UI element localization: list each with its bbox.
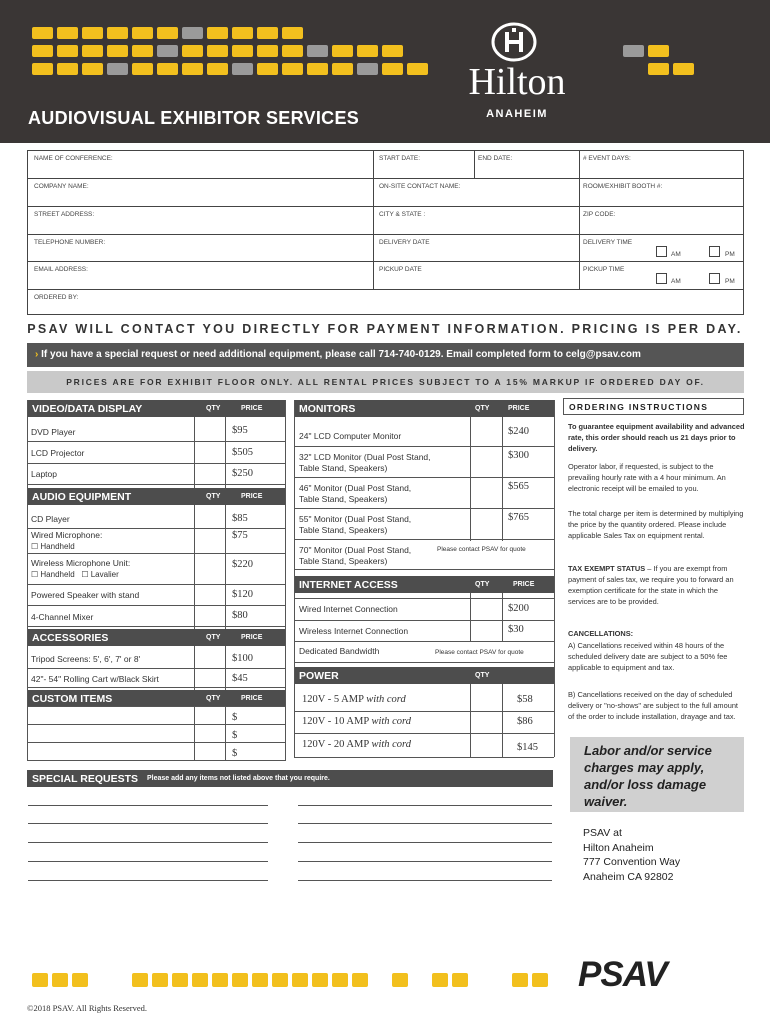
internet-item-wired: Wired Internet Connection [299,604,398,614]
wired-mic-option-label: Handheld [40,542,75,551]
header [0,0,770,143]
accessory-price-tripod: $100 [232,653,253,664]
monitor-item-46 [299,483,411,505]
price-column-header: PRICE [241,695,263,702]
pattern-tile [32,45,53,57]
power-10amp-label: 120V - 10 AMP [302,716,369,727]
power-section-header [294,667,554,684]
pattern-tile [673,63,694,75]
column-divider [502,417,503,541]
custom-price-3: $ [232,748,238,759]
audio-price-mixer: $80 [232,610,248,621]
special-requests-subtitle: Please add any items not listed above that you require. [147,775,330,782]
special-requests-header [27,770,553,787]
address-line-2: Hilton Anaheim [583,841,654,854]
row-divider [294,539,554,540]
instructions-tax [568,563,746,607]
power-20amp-suffix: with cord [371,739,412,750]
accessories-section-title: ACCESSORIES [32,632,109,644]
qty-column-header: QTY [475,405,490,412]
form-row-company [28,179,743,207]
wireless-mic-options [31,569,130,580]
special-request-line [298,861,552,862]
special-request-line [298,823,552,824]
row-divider [294,508,554,509]
pattern-tile [82,27,103,39]
row-divider [294,620,554,621]
instructions-labor: Operator labor, if requested, is subject to the prevailing hourly rate with a 4 hour minimum. An electronic receipt will be emailed to you. [568,462,726,493]
wireless-opt-handheld: Handheld [40,570,75,579]
custom-price-1: $ [232,712,238,723]
pattern-tile [357,63,378,75]
column-divider [502,684,503,757]
cancellations-a: A) Cancellations received within 48 hours of the scheduled delivery date are subject to a 50% fee applicable to equipment and tax. [568,641,728,672]
wired-mic-label: Wired Microphone: [31,530,103,540]
delivery-time-label: DELIVERY TIME [583,239,633,246]
accessory-item-cart: 42"- 54" Rolling Cart w/Black Skirt [31,674,159,684]
pattern-tile [382,63,403,75]
pattern-tile [257,63,278,75]
row-divider [294,569,554,570]
monitor-item-24: 24" LCD Computer Monitor [299,431,402,441]
internet-item-dedicated: Dedicated Bandwidth [299,646,380,656]
table-border [27,400,28,761]
row-divider [27,626,285,627]
cancellations-b: B) Cancellations received on the day of scheduled delivery or "no-shows" are subject to the full amount of the order to include installation, drayage and tax. [568,690,738,721]
hilton-brand: Hilton [468,61,566,103]
city-state-field[interactable]: CITY & STATE : [379,211,426,218]
pickup-date-field[interactable]: PICKUP DATE [379,266,422,273]
accessory-item-tripod: Tripod Screens: 5', 6', 7' or 8' [31,654,141,664]
pattern-tile [172,973,188,987]
pattern-tile [82,63,103,75]
pattern-tile [207,27,228,39]
pattern-tile [257,27,278,39]
custom-section-title: CUSTOM ITEMS [32,693,113,705]
pattern-tile [292,973,308,987]
start-date-field[interactable]: START DATE: [379,155,421,162]
hilton-logo-icon [490,22,538,62]
pattern-tile [107,45,128,57]
prices-note-bar: PRICES ARE FOR EXHIBIT FLOOR ONLY. ALL RENTAL PRICES SUBJECT TO A 15% MARKUP IF ORDERED DAY OF. [27,371,744,393]
pickup-pm-checkbox[interactable] [709,273,720,284]
pattern-tile [107,63,128,75]
checkbox-icon[interactable]: ☐ [31,570,39,579]
accessories-section-header [27,629,285,646]
pattern-tile [72,973,88,987]
address-line-1: PSAV at [583,827,622,839]
pattern-tile [392,973,408,987]
monitor-price-24: $240 [508,426,529,437]
column-divider [502,593,503,641]
monitor-70-line1: 70" Monitor (Dual Post Stand, [299,545,412,555]
labor-line-2: charges may apply, [584,760,705,775]
custom-section-header [27,690,285,707]
row-divider [27,441,285,442]
checkbox-icon[interactable]: ☐ [31,542,39,551]
pattern-tile [648,63,669,75]
brand-location: ANAHEIM [486,108,548,120]
special-request-line [298,805,552,806]
pattern-tile [32,27,53,39]
qty-column-header: QTY [206,634,221,641]
price-column-header: PRICE [241,405,263,412]
row-divider [27,528,285,529]
pattern-tile [232,973,248,987]
monitor-item-70 [299,545,411,567]
pattern-tile [282,27,303,39]
power-item-10amp [302,716,411,727]
monitor-46-line2: Table Stand, Speakers) [299,494,388,504]
table-border [554,400,555,757]
row-divider [294,733,554,734]
row-divider [294,477,554,478]
special-request-line [298,842,552,843]
pickup-am-checkbox[interactable] [656,273,667,284]
pickup-time-label: PICKUP TIME [583,266,625,273]
special-request-line [28,880,268,881]
column-divider [225,707,226,761]
video-item-projector: LCD Projector [31,448,85,458]
pattern-tile [512,973,528,987]
row-divider [27,668,285,669]
wired-mic-option [31,541,102,552]
audio-item-speaker: Powered Speaker with stand [31,590,140,600]
pattern-tile [182,27,203,39]
special-request-line [28,842,268,843]
video-item-dvd: DVD Player [31,427,76,437]
pattern-tile [282,63,303,75]
monitors-section-title: MONITORS [299,403,356,415]
internet-price-wireless: $30 [508,624,524,635]
row-divider [294,711,554,712]
company-name-field[interactable]: COMPANY NAME: [34,183,89,190]
email-field[interactable]: EMAIL ADDRESS: [34,266,88,273]
pattern-tile [407,63,428,75]
tax-text: – If you are exempt from payment of sales tax, we require you to forward an exemption certificate for the state in which the services are to be provided. [568,564,734,606]
labor-line-3: and/or loss damage [584,777,707,792]
special-request-text: If you have a special request or need additional equipment, please call 714-740-0129. Email completed form to celg@psav.com [41,349,641,360]
pattern-tile [57,45,78,57]
monitor-price-70: Please contact PSAV for quote [437,546,526,553]
pattern-tile [157,63,178,75]
address-line-3: 777 Convention Way [583,856,681,868]
mailing-address [583,826,680,884]
special-requests-title: SPECIAL REQUESTS [32,773,138,785]
audio-item-cd-player: CD Player [31,514,70,524]
labor-notice [570,737,744,812]
instructions-guarantee: To guarantee equipment availability and advanced rate, this order should reach us 21 days prior to delivery. [568,422,745,453]
delivery-am-label: AM [671,251,681,258]
instructions-header: ORDERING INSTRUCTIONS [563,398,744,415]
row-divider [27,553,285,554]
pattern-tile [532,973,548,987]
power-20amp-label: 120V - 20 AMP [302,739,369,750]
pattern-tile [57,27,78,39]
end-date-field[interactable]: END DATE: [478,155,513,162]
monitor-price-55: $765 [508,512,529,523]
audio-section-title: AUDIO EQUIPMENT [32,491,132,503]
internet-price-wired: $200 [508,603,529,614]
pattern-tile [57,63,78,75]
conference-name-field[interactable]: NAME OF CONFERENCE: [34,155,113,162]
pattern-tile [52,973,68,987]
pattern-tile [232,63,253,75]
payment-notice: PSAV WILL CONTACT YOU DIRECTLY FOR PAYMENT INFORMATION. PRICING IS PER DAY. [27,322,743,336]
column-divider [194,505,195,629]
contact-form [27,150,744,315]
labor-line-1: Labor and/or service [584,743,712,758]
audio-item-wired-mic [31,530,102,552]
power-5amp-label: 120V - 5 AMP [302,694,364,705]
pattern-tile [132,973,148,987]
audio-price-speaker: $120 [232,589,253,600]
pattern-tile [252,973,268,987]
instructions-total: The total charge per item is determined by multiplying the price by the quantity ordered. Please include applicable Sales Tax on equipment rental. [568,509,744,540]
special-request-line [28,823,268,824]
pattern-tile [432,973,448,987]
cancellations-title: CANCELLATIONS: [568,629,634,638]
zip-code-field[interactable]: ZIP CODE: [583,211,616,218]
row-divider [294,662,554,663]
qty-column-header: QTY [475,672,490,679]
pattern-tile [332,45,353,57]
pattern-tile [307,63,328,75]
pickup-pm-label: PM [725,278,735,285]
row-divider [27,605,285,606]
monitor-70-line2: Table Stand, Speakers) [299,556,388,566]
wireless-opt-lavalier: Lavalier [90,570,119,579]
internet-section-header [294,576,554,593]
telephone-field[interactable]: TELEPHONE NUMBER: [34,239,106,246]
pattern-tile [282,45,303,57]
power-price-10amp: $86 [517,716,533,727]
chevron-right-icon: › [35,349,39,360]
column-divider [194,417,195,488]
ordered-by-field[interactable]: ORDERED BY: [34,294,79,301]
column-divider [225,417,226,488]
price-column-header: PRICE [508,405,530,412]
power-item-20amp [302,739,411,750]
column-divider [470,417,471,541]
pattern-tile [272,973,288,987]
pattern-tile [648,45,669,57]
street-address-field[interactable]: STREET ADDRESS: [34,211,95,218]
delivery-am-checkbox[interactable] [656,246,667,257]
form-row-address [28,207,743,235]
monitor-55-line1: 55" Monitor (Dual Post Stand, [299,514,412,524]
pattern-tile [212,973,228,987]
pattern-tile [132,27,153,39]
pattern-tile [232,27,253,39]
pattern-tile [157,45,178,57]
special-request-bar [27,343,744,367]
special-request-line [28,861,268,862]
qty-column-header: QTY [206,695,221,702]
video-section-header [27,400,285,417]
row-divider [27,584,285,585]
monitor-55-line2: Table Stand, Speakers) [299,525,388,535]
column-divider [470,684,471,757]
video-item-laptop: Laptop [31,469,57,479]
pattern-tile [182,45,203,57]
form-row-email [28,262,743,290]
pattern-tile [207,45,228,57]
pattern-tile [32,973,48,987]
column-divider [194,646,195,690]
monitor-price-46: $565 [508,481,529,492]
table-border [294,400,295,757]
onsite-contact-field[interactable]: ON-SITE CONTACT NAME: [379,183,461,190]
pattern-tile [307,45,328,57]
address-line-4: Anaheim CA 92802 [583,870,674,883]
row-divider [294,446,554,447]
row-divider [27,724,285,725]
pattern-tile [132,45,153,57]
row-divider [27,760,285,761]
column-divider [225,505,226,629]
monitor-32-line2: Table Stand, Speakers) [299,463,388,473]
pattern-tile [152,973,168,987]
power-10amp-suffix: with cord [371,716,412,727]
pattern-tile [107,27,128,39]
row-divider [294,641,554,642]
pattern-tile [382,45,403,57]
audio-price-wireless-mic: $220 [232,559,253,570]
special-request-line [298,880,552,881]
power-price-20amp: $145 [517,742,538,753]
special-request-line [28,805,268,806]
pattern-tile [352,973,368,987]
row-divider [27,484,285,485]
booth-field[interactable]: ROOM/EXHIBIT BOOTH #: [583,183,663,190]
monitor-item-55 [299,514,411,536]
delivery-date-field[interactable]: DELIVERY DATE [379,239,430,246]
pattern-tile [132,63,153,75]
wireless-mic-label: Wireless Microphone Unit: [31,558,131,568]
event-days-field[interactable]: # EVENT DAYS: [583,155,631,162]
pattern-tile [332,973,348,987]
pattern-tile [157,27,178,39]
video-price-laptop: $250 [232,468,253,479]
column-divider [194,707,195,761]
video-price-projector: $505 [232,447,253,458]
price-column-header: PRICE [241,493,263,500]
pattern-tile [312,973,328,987]
power-section-title: POWER [299,670,339,682]
power-5amp-suffix: with cord [366,694,406,705]
pattern-tile [192,973,208,987]
row-divider [27,742,285,743]
delivery-pm-label: PM [725,251,735,258]
monitors-section-header [294,400,554,417]
qty-column-header: QTY [475,581,490,588]
row-divider [27,687,285,688]
row-divider [294,757,554,758]
pattern-tile [82,45,103,57]
row-divider [27,706,285,707]
checkbox-icon[interactable]: ☐ [81,570,89,579]
video-section-title: VIDEO/DATA DISPLAY [32,403,143,415]
power-item-5amp [302,694,406,705]
pattern-tile [182,63,203,75]
pattern-tile [452,973,468,987]
table-border [285,400,286,761]
delivery-pm-checkbox[interactable] [709,246,720,257]
custom-price-2: $ [232,730,238,741]
form-row-conference [28,151,743,179]
pattern-tile [623,45,644,57]
price-column-header: PRICE [513,581,535,588]
pattern-tile [232,45,253,57]
accessory-price-cart: $45 [232,673,248,684]
pickup-am-label: AM [671,278,681,285]
audio-price-wired-mic: $75 [232,530,248,541]
labor-line-4: waiver. [584,794,628,809]
monitor-32-line1: 32" LCD Monitor (Dual Post Stand, [299,452,431,462]
psav-logo: PSAV [578,955,667,994]
column-divider [470,593,471,641]
row-divider [27,463,285,464]
monitor-item-32 [299,452,431,474]
tax-title: TAX EXEMPT STATUS [568,564,646,573]
pattern-tile [32,63,53,75]
audio-section-header [27,488,285,505]
price-column-header: PRICE [241,634,263,641]
qty-column-header: QTY [206,405,221,412]
qty-column-header: QTY [206,493,221,500]
internet-section-title: INTERNET ACCESS [299,579,398,591]
pattern-tile [332,63,353,75]
monitor-price-32: $300 [508,450,529,461]
column-divider [225,646,226,690]
power-price-5amp: $58 [517,694,533,705]
form-row-telephone [28,235,743,262]
internet-item-wireless: Wireless Internet Connection [299,626,409,636]
internet-price-dedicated: Please contact PSAV for quote [435,649,524,656]
pattern-tile [207,63,228,75]
copyright: ©2018 PSAV. All Rights Reserved. [27,1003,147,1013]
page-title: AUDIOVISUAL EXHIBITOR SERVICES [28,108,360,128]
pattern-tile [257,45,278,57]
monitor-46-line1: 46" Monitor (Dual Post Stand, [299,483,412,493]
video-price-dvd: $95 [232,425,248,436]
audio-price-cd-player: $85 [232,513,248,524]
audio-item-wireless-mic [31,558,130,580]
audio-item-mixer: 4-Channel Mixer [31,612,94,622]
pattern-tile [357,45,378,57]
row-divider [294,598,554,599]
